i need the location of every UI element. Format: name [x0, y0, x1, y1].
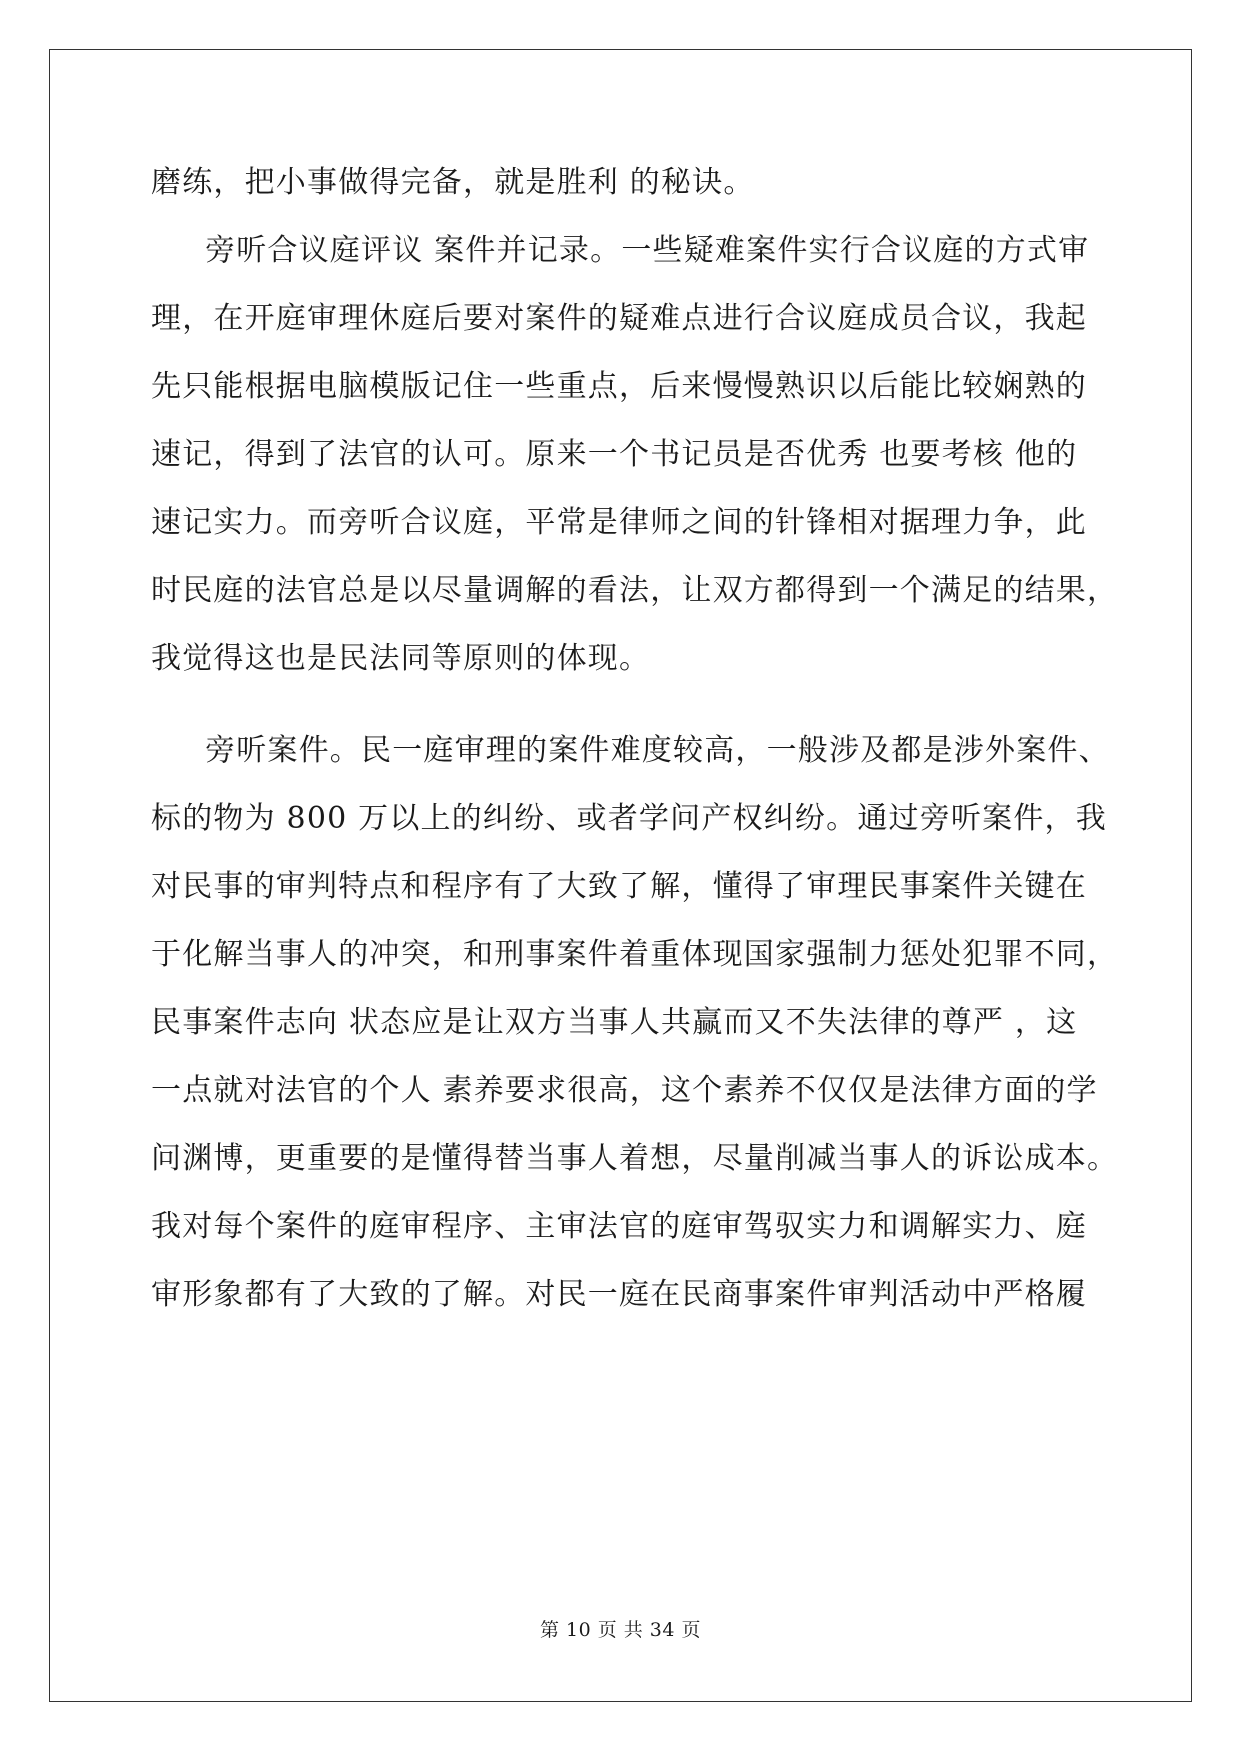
text-line: 先只能根据电脑模版记住一些重点，后来慢慢熟识以后能比较娴熟的 — [151, 369, 1087, 404]
text-line: 时民庭的法官总是以尽量调解的看法，让双方都得到一个满足的结果， — [151, 573, 1119, 608]
text-line: 我对每个案件的庭审程序、主审法官的庭审驾驭实力和调解实力、庭 — [151, 1209, 1087, 1244]
text-line: 审形象都有了大致的了解。对民一庭在民商事案件审判活动中严格履 — [151, 1277, 1087, 1312]
text-line: 对民事的审判特点和程序有了大致了解，懂得了审理民事案件关键在 — [151, 869, 1087, 904]
text-line: 于化解当事人的冲突，和刑事案件着重体现国家强制力惩处犯罪不同， — [151, 937, 1119, 972]
page-number-footer: 第 10 页 共 34 页 — [539, 1619, 702, 1641]
text-line: 民事案件志向 状态应是让双方当事人共赢而又不失法律的尊严 ，这 — [151, 1005, 1078, 1040]
text-line: 问渊博，更重要的是懂得替当事人着想，尽量削减当事人的诉讼成本。 — [151, 1141, 1119, 1176]
text-line: 我觉得这也是民法同等原则的体现。 — [151, 641, 651, 676]
text-line: 标的物为 800 万以上的纠纷、或者学问产权纠纷。通过旁听案件，我 — [151, 801, 1107, 836]
text-line: 旁听合议庭评议 案件并记录。一些疑难案件实行合议庭的方式审 — [205, 233, 1090, 268]
text-line: 理，在开庭审理休庭后要对案件的疑难点进行合议庭成员合议，我起 — [151, 301, 1087, 336]
text-line: 一点就对法官的个人 素养要求很高，这个素养不仅仅是法律方面的学 — [151, 1073, 1098, 1108]
text-line: 旁听案件。民一庭审理的案件难度较高，一般涉及都是涉外案件、 — [205, 733, 1110, 768]
text-line: 磨练，把小事做得完备，就是胜利 的秘诀。 — [151, 165, 755, 200]
text-line: 速记，得到了法官的认可。原来一个书记员是否优秀 也要考核 他的 — [151, 437, 1078, 472]
text-line: 速记实力。而旁听合议庭，平常是律师之间的针锋相对据理力争，此 — [151, 505, 1087, 540]
